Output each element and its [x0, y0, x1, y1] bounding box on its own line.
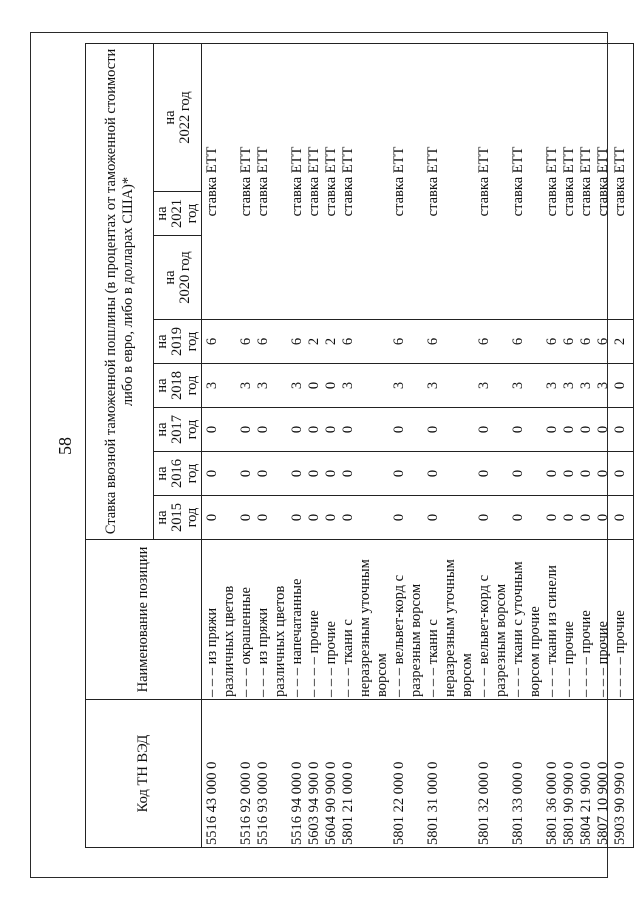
- row-name: – – – прочие: [323, 540, 340, 700]
- row-code: 5516 93 000 0: [255, 700, 289, 848]
- rate-cell: 0: [578, 496, 595, 540]
- table-row: [202, 43, 239, 847]
- row-name: – – – – прочие: [306, 540, 323, 700]
- rate-cell: 0: [306, 408, 323, 452]
- rate-cell: 0: [425, 452, 476, 496]
- rate-cell: 6: [510, 320, 544, 364]
- row-code: 5801 21 000 0: [340, 700, 391, 848]
- rate-cell: 3: [425, 364, 476, 408]
- rate-cell: 0: [612, 496, 634, 540]
- rate-cell: 0: [612, 364, 634, 408]
- row-name: – – – вельвет-корд с разрезным ворсом: [391, 540, 425, 700]
- row-name: – – – напечатанные: [289, 540, 306, 700]
- rate-cell: 0: [391, 452, 425, 496]
- rate-cell: 0: [510, 496, 544, 540]
- rate-cell: 6: [544, 320, 561, 364]
- header-code: Код ТН ВЭД: [86, 700, 202, 848]
- rate-cell: 3: [340, 364, 391, 408]
- row-name: – – – из пряжи различных цветов: [202, 540, 239, 700]
- rate-cell: 0: [544, 408, 561, 452]
- rate-cell: 0: [306, 364, 323, 408]
- rate-cell: ставка ЕТТ: [340, 43, 391, 319]
- year-header: на 2015 год: [154, 496, 202, 540]
- table-row: [578, 43, 595, 847]
- row-code: 5801 33 000 0: [510, 700, 544, 848]
- row-name: – – – вельвет-корд с разрезным ворсом: [476, 540, 510, 700]
- table-row: [391, 43, 425, 847]
- rate-cell: ставка ЕТТ: [612, 43, 634, 319]
- rate-cell: 6: [595, 320, 612, 364]
- row-name: – – – ткани с уточным ворсом прочие: [510, 540, 544, 700]
- rate-cell: 6: [578, 320, 595, 364]
- tariff-table: [85, 43, 634, 848]
- row-name: – – – из пряжи различных цветов: [255, 540, 289, 700]
- rate-cell: 0: [595, 408, 612, 452]
- rate-cell: 0: [595, 452, 612, 496]
- rate-cell: ставка ЕТТ: [544, 43, 561, 319]
- rate-cell: 0: [544, 452, 561, 496]
- rate-cell: 3: [238, 364, 255, 408]
- rate-cell: 3: [391, 364, 425, 408]
- rate-cell: 6: [561, 320, 578, 364]
- row-name: – – – прочие: [561, 540, 578, 700]
- table-row: [323, 43, 340, 847]
- year-header: на 2017 год: [154, 408, 202, 452]
- row-name: – – – прочие: [595, 540, 612, 700]
- rate-cell: 0: [578, 452, 595, 496]
- rate-cell: 0: [612, 408, 634, 452]
- rate-cell: 0: [391, 408, 425, 452]
- rate-cell: 0: [306, 496, 323, 540]
- rate-cell: 2: [323, 320, 340, 364]
- rate-cell: 0: [561, 452, 578, 496]
- rate-cell: ставка ЕТТ: [595, 43, 612, 319]
- rate-cell: ставка ЕТТ: [202, 43, 239, 319]
- rate-cell: 0: [391, 496, 425, 540]
- table-row: [595, 43, 612, 847]
- rate-cell: 3: [544, 364, 561, 408]
- rate-cell: 6: [340, 320, 391, 364]
- rate-cell: 3: [561, 364, 578, 408]
- rate-cell: 0: [340, 496, 391, 540]
- header-name: Наименование позиции: [86, 540, 202, 700]
- rate-cell: 0: [306, 452, 323, 496]
- rate-cell: 0: [561, 408, 578, 452]
- rate-cell: 3: [202, 364, 239, 408]
- rate-cell: 3: [510, 364, 544, 408]
- rate-cell: 0: [578, 408, 595, 452]
- rate-cell: 2: [612, 320, 634, 364]
- rate-cell: 6: [238, 320, 255, 364]
- table-row: [306, 43, 323, 847]
- rate-cell: 3: [595, 364, 612, 408]
- table-row: [289, 43, 306, 847]
- year-header: на 2019 год: [154, 320, 202, 364]
- rate-cell: 0: [544, 496, 561, 540]
- table-row: [476, 43, 510, 847]
- row-code: 5801 22 000 0: [391, 700, 425, 848]
- table-row: [561, 43, 578, 847]
- rate-cell: 0: [476, 408, 510, 452]
- row-name: – – – ткани из синели: [544, 540, 561, 700]
- rate-cell: 0: [510, 452, 544, 496]
- rate-cell: ставка ЕТТ: [306, 43, 323, 319]
- rate-cell: ставка ЕТТ: [289, 43, 306, 319]
- rate-cell: 0: [323, 408, 340, 452]
- table-row: [425, 43, 476, 847]
- rate-cell: 0: [476, 452, 510, 496]
- rate-cell: 0: [238, 452, 255, 496]
- rate-cell: ставка ЕТТ: [255, 43, 289, 319]
- row-code: 5801 31 000 0: [425, 700, 476, 848]
- rate-cell: 0: [510, 408, 544, 452]
- year-header: на 2018 год: [154, 364, 202, 408]
- rate-cell: ставка ЕТТ: [425, 43, 476, 319]
- row-name: – – – – прочие: [578, 540, 595, 700]
- rate-cell: 0: [323, 452, 340, 496]
- row-code: 5516 92 000 0: [238, 700, 255, 848]
- row-code: 5516 43 000 0: [202, 700, 239, 848]
- rate-cell: 0: [425, 408, 476, 452]
- rate-cell: 3: [289, 364, 306, 408]
- rate-cell: 0: [255, 408, 289, 452]
- rate-cell: 0: [323, 364, 340, 408]
- rate-cell: 0: [340, 408, 391, 452]
- rate-cell: 6: [202, 320, 239, 364]
- row-name: – – – окрашенные: [238, 540, 255, 700]
- rate-cell: 0: [340, 452, 391, 496]
- row-code: 5516 94 000 0: [289, 700, 306, 848]
- rate-cell: 2: [306, 320, 323, 364]
- rate-cell: 0: [202, 496, 239, 540]
- rate-cell: 0: [289, 408, 306, 452]
- rate-cell: 6: [255, 320, 289, 364]
- table-row: [255, 43, 289, 847]
- rate-cell: 0: [202, 408, 239, 452]
- rate-cell: 0: [202, 452, 239, 496]
- rate-cell: ставка ЕТТ: [238, 43, 255, 319]
- header-rate: Ставка ввозной таможенной пошлины (в процентах от таможенной стоимости либо в евро, либо в долларах США)*: [86, 43, 154, 539]
- table-row: [340, 43, 391, 847]
- rate-cell: 0: [425, 496, 476, 540]
- page-number: 58: [55, 437, 75, 455]
- table-row: [510, 43, 544, 847]
- rate-cell: ставка ЕТТ: [578, 43, 595, 319]
- table-row: [612, 43, 634, 847]
- rate-cell: 0: [612, 452, 634, 496]
- row-code: 5804 21 900 0: [578, 700, 595, 848]
- rate-cell: ставка ЕТТ: [510, 43, 544, 319]
- row-name: – – – ткани с неразрезным уточным ворсом: [340, 540, 391, 700]
- row-name: – – – – прочие: [612, 540, 634, 700]
- rate-cell: 0: [255, 496, 289, 540]
- rate-cell: 0: [255, 452, 289, 496]
- rate-cell: 3: [255, 364, 289, 408]
- row-code: 5801 32 000 0: [476, 700, 510, 848]
- rate-cell: 6: [425, 320, 476, 364]
- rate-cell: 3: [476, 364, 510, 408]
- row-code: 5801 36 000 0: [544, 700, 561, 848]
- year-header: на 2022 год: [154, 43, 202, 191]
- rate-cell: ставка ЕТТ: [476, 43, 510, 319]
- rate-cell: ставка ЕТТ: [561, 43, 578, 319]
- row-name: – – – ткани с неразрезным уточным ворсом: [425, 540, 476, 700]
- rate-cell: 0: [289, 452, 306, 496]
- rotated-page: [49, 44, 628, 848]
- table-row: [544, 43, 561, 847]
- year-header: на 2021 год: [154, 192, 202, 236]
- rate-cell: ставка ЕТТ: [391, 43, 425, 319]
- row-code: 5604 90 900 0: [323, 700, 340, 848]
- rate-cell: 0: [238, 496, 255, 540]
- row-code: 5903 90 990 0: [612, 700, 634, 848]
- rate-cell: ставка ЕТТ: [323, 43, 340, 319]
- rate-cell: 0: [476, 496, 510, 540]
- table-row: [238, 43, 255, 847]
- row-code: 5807 10 900 0: [595, 700, 612, 848]
- row-code: 5801 90 900 0: [561, 700, 578, 848]
- rate-cell: 0: [238, 408, 255, 452]
- rate-cell: 6: [391, 320, 425, 364]
- rate-cell: 0: [323, 496, 340, 540]
- rate-cell: 3: [578, 364, 595, 408]
- rate-cell: 0: [561, 496, 578, 540]
- rate-cell: 0: [595, 496, 612, 540]
- year-header: на 2020 год: [154, 236, 202, 320]
- year-header: на 2016 год: [154, 452, 202, 496]
- rate-cell: 6: [289, 320, 306, 364]
- rate-cell: 0: [289, 496, 306, 540]
- rate-cell: 6: [476, 320, 510, 364]
- row-code: 5603 94 900 0: [306, 700, 323, 848]
